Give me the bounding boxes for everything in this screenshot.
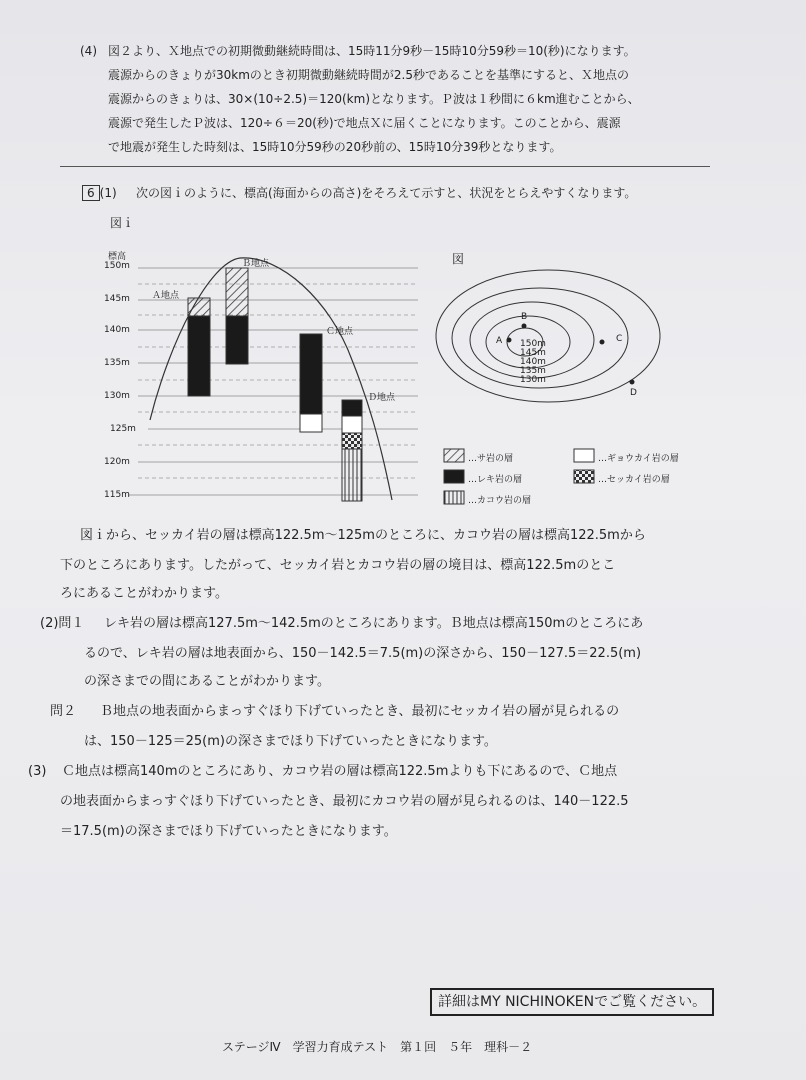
column-c — [300, 334, 322, 432]
tick-125: 125m — [110, 424, 136, 434]
q3-line-3: ＝17.5(m)の深さまでほり下げていったときになります。 — [60, 824, 397, 839]
q4-label: (4) — [80, 44, 97, 58]
point-d-label: Ｄ地点 — [368, 393, 396, 403]
column-d — [342, 400, 362, 501]
tick-115: 115m — [104, 490, 130, 500]
map-point-a: A — [496, 336, 503, 346]
point-c-label: Ｃ地点 — [326, 327, 354, 337]
page-footer: ステージⅣ 学習力育成テスト 第１回 ５年 理科－２ — [222, 1040, 533, 1054]
tick-140: 140m — [104, 325, 130, 335]
figure-i-label: 図ｉ — [110, 216, 135, 230]
q2-line-1: レキ岩の層は標高127.5m～142.5mのところにあります。Ｂ地点は標高150mのところにあ — [104, 616, 644, 631]
tick-145: 145m — [104, 294, 130, 304]
q2b-line-2: は、150－125＝25(m)の深さまでほり下げていったときになります。 — [84, 734, 497, 749]
contour-130: 130m — [520, 375, 546, 385]
column-a — [188, 298, 210, 396]
explain-line-1: 図ｉから、セッカイ岩の層は標高122.5m～125mのところに、カコウ岩の層は標高122.5mから — [80, 528, 646, 543]
q2-line-2: るので、レキ岩の層は地表面から、150－142.5＝7.5(m)の深さから、150－127.5＝22.5(m) — [84, 646, 642, 661]
contour-145: 145m — [520, 348, 546, 358]
point-b-label: Ｂ地点 — [242, 259, 270, 269]
q2-line-3: の深さまでの間にあることがわかります。 — [84, 674, 330, 689]
legend-limestone: …セッカイ岩の層 — [598, 475, 670, 485]
q6-number: 6 — [82, 185, 100, 201]
tick-135: 135m — [104, 358, 130, 368]
map-point-d: D — [630, 388, 637, 398]
q6-intro: 次の図ｉのように、標高(海面からの高さ)をそろえて示すと、状況をとらえやすくなります。 — [136, 186, 637, 200]
q4-line-2: 震源からのきょりが30kmのとき初期微動継続時間が2.5秒であることを基準にすると、Ｘ地点の — [108, 68, 629, 82]
q4-line-3: 震源からのきょりは、30×(10÷2.5)＝120(km)となります。Ｐ波は１秒間に６km進むことから、 — [108, 92, 640, 106]
legend-granite: …カコウ岩の層 — [468, 496, 532, 506]
q2b-label: 問２ — [50, 704, 77, 719]
explain-line-2: 下のところにあります。したがって、セッカイ岩とカコウ岩の層の境目は、標高122.5mのとこ — [60, 558, 616, 573]
explain-line-3: ろにあることがわかります。 — [60, 586, 228, 601]
detail-notice: 詳細はMY NICHINOKENでご覧ください。 — [430, 988, 714, 1016]
point-a-label: Ａ地点 — [152, 291, 180, 301]
axis-title: 標高 — [108, 252, 127, 262]
grid-lines — [128, 268, 418, 495]
q4-line-5: で地震が発生した時刻は、15時10分59秒の20秒前の、15時10分39秒となります。 — [108, 140, 562, 154]
tick-120: 120m — [104, 457, 130, 467]
contour-map — [436, 270, 660, 402]
q3-line-2: の地表面からまっすぐほり下げていったとき、最初にカコウ岩の層が見られるのは、140－122.5 — [60, 794, 629, 809]
contour-140: 140m — [520, 357, 546, 367]
q4-line-4: 震源で発生したＰ波は、120÷６＝20(秒)で地点Ｘに届くことになります。このことから、震源 — [108, 116, 621, 130]
q3-label: (3) — [28, 764, 47, 779]
contour-135: 135m — [520, 366, 546, 376]
legend-gravel: …レキ岩の層 — [468, 475, 523, 485]
q6-sub1: (1) — [99, 186, 117, 200]
contour-150: 150m — [520, 339, 546, 349]
legend-sand: …サ岩の層 — [468, 454, 514, 464]
contour-labels — [520, 340, 546, 385]
legend-tuff: …ギョウカイ岩の層 — [598, 454, 679, 464]
q2b-line-1: Ｂ地点の地表面からまっすぐほり下げていったとき、最初にセッカイ岩の層が見られるの — [100, 704, 620, 719]
map-label: 図 — [452, 252, 465, 266]
q2-label: (2)問１ — [40, 616, 85, 631]
q3-line-1: Ｃ地点は標高140mのところにあり、カコウ岩の層は標高122.5mよりも下にあるので、Ｃ地点 — [62, 764, 618, 779]
map-point-c: C — [616, 334, 623, 344]
map-point-b: B — [521, 312, 528, 322]
column-b — [226, 268, 248, 364]
grid-dashes — [138, 284, 418, 478]
tick-150: 150m — [104, 261, 130, 271]
q4-line-1: 図２より、Ｘ地点での初期微動継続時間は、15時11分9秒－15時10分59秒＝10(秒)になります。 — [108, 44, 636, 58]
tick-130: 130m — [104, 391, 130, 401]
